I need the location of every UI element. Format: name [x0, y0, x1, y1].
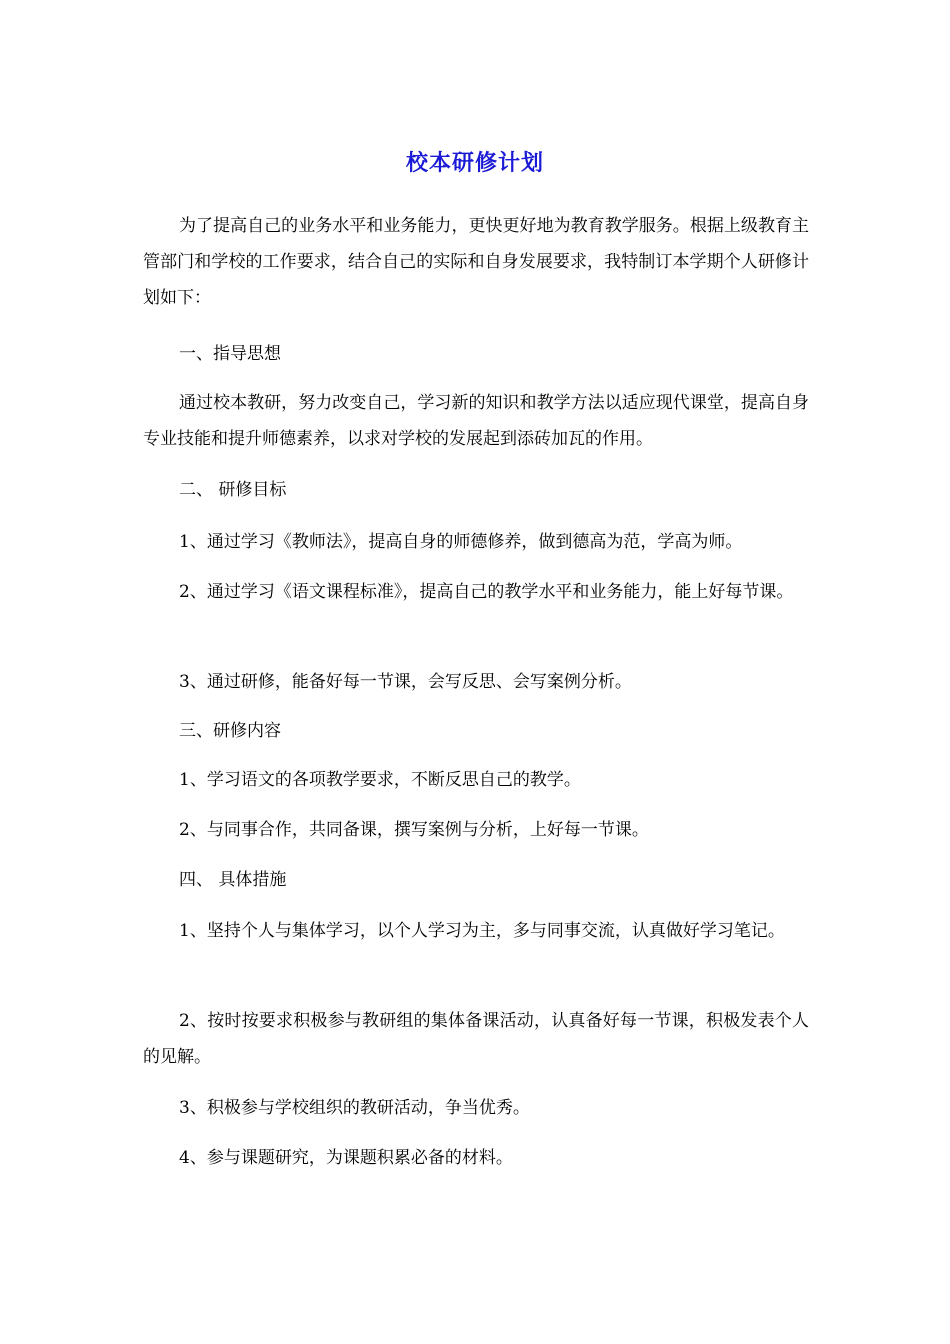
goal-item-2: 2、通过学习《语文课程标准》，提高自己的教学水平和业务能力，能上好每节课。	[179, 582, 794, 602]
measure-item-2: 2、按时按要求积极参与教研组的集体备课活动，认真备好每一节课，积极发表个人的见解。	[143, 1011, 809, 1067]
measure-item-4: 4、参与课题研究，为课题积累必备的材料。	[179, 1148, 513, 1168]
section-heading-guiding-thought: 一、指导思想	[179, 344, 281, 364]
guiding-thought-paragraph: 通过校本教研，努力改变自己，学习新的知识和教学方法以适应现代课堂，提高自身专业技能和提升师德素养，以求对学校的发展起到添砖加瓦的作用。	[143, 393, 809, 449]
section-heading-content: 三、研修内容	[179, 721, 281, 741]
document-title: 校本研修计划	[405, 150, 544, 176]
content-item-2: 2、与同事合作，共同备课，撰写案例与分析，上好每一节课。	[179, 820, 649, 840]
goal-item-1: 1、通过学习《教师法》，提高自身的师德修养，做到德高为范，学高为师。	[179, 532, 743, 552]
intro-paragraph: 为了提高自己的业务水平和业务能力，更快更好地为教育教学服务。根据上级教育主管部门和学校的工作要求，结合自己的实际和自身发展要求，我特制订本学期个人研修计划如下：	[143, 216, 809, 308]
section-heading-goals: 二、 研修目标	[179, 480, 287, 500]
section-heading-measures: 四、 具体措施	[179, 870, 287, 890]
content-item-1: 1、学习语文的各项教学要求，不断反思自己的教学。	[179, 770, 581, 790]
goal-item-3: 3、通过研修，能备好每一节课，会写反思、会写案例分析。	[179, 672, 632, 692]
measure-item-3: 3、积极参与学校组织的教研活动，争当优秀。	[179, 1098, 530, 1118]
measure-item-1: 1、坚持个人与集体学习，以个人学习为主，多与同事交流，认真做好学习笔记。	[179, 921, 785, 941]
